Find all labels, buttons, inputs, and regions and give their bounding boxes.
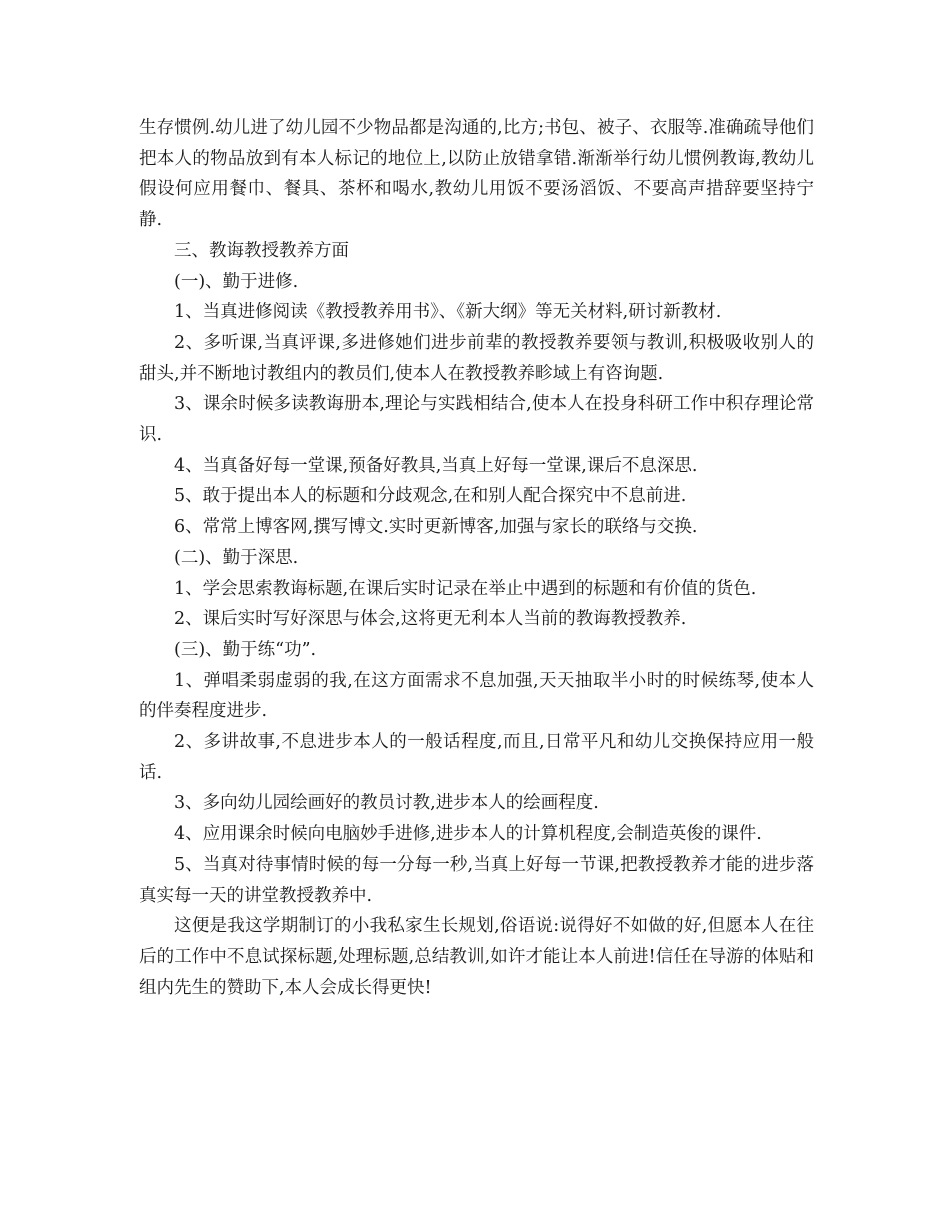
- paragraph-habits: 生存惯例.幼儿进了幼儿园不少物品都是沟通的,比方;书包、被子、衣服等.准确疏导他们把本人的物品放到有本人标记的地位上,以防止放错拿错.渐渐举行幼儿惯例教诲,教幼儿假设何应用餐巾、餐具、茶杯和喝水,教幼儿用饭不要汤滔饭、不要高声措辞要坚持宁静.: [139, 118, 814, 231]
- list-item-reflection-2: 2、课后实时写好深思与体会,这将更无利本人当前的教诲教授教养.: [174, 609, 687, 630]
- list-item-study-3: 3、课余时候多读教诲册本,理论与实践相结合,使本人在投身科研工作中积存理论常识.: [139, 394, 814, 446]
- subheading-practice: (三)、勤于练“功”.: [174, 639, 317, 660]
- list-item-practice-5: 5、当真对待事情时候的每一分每一秒,当真上好每一节课,把教授教养才能的进步落真实每一天的讲堂教授教养中.: [139, 854, 814, 906]
- subheading-reflection: (二)、勤于深思.: [174, 547, 299, 568]
- section-heading-teaching: 三、教诲教授教养方面: [174, 240, 349, 261]
- list-item-study-4: 4、当真备好每一堂课,预备好教具,当真上好每一堂课,课后不息深思.: [174, 455, 698, 476]
- paragraph-conclusion: 这便是我这学期制订的小我私家生长规划,俗语说:说得好不如做的好,但愿本人在往后的工作中不息试探标题,处理标题,总结教训,如许才能让本人前进!信任在导游的体贴和组内先生的赞助下,本人会成长得更快!: [139, 916, 814, 998]
- list-item-practice-4: 4、应用课余时候向电脑妙手进修,进步本人的计算机程度,会制造英俊的课件.: [174, 824, 762, 845]
- list-item-study-1: 1、当真进修阅读《教授教养用书》、《新大纲》等无关材料,研讨新教材.: [174, 302, 722, 323]
- list-item-practice-1: 1、弹唱柔弱虚弱的我,在这方面需求不息加强,天天抽取半小时的时候练琴,使本人的伴奏程度进步.: [139, 670, 814, 722]
- list-item-practice-2: 2、多讲故事,不息进步本人的一般话程度,而且,日常平凡和幼儿交换保持应用一般话.: [139, 732, 814, 783]
- document-body: [139, 113, 814, 1003]
- list-item-reflection-1: 1、学会思索教诲标题,在课后实时记录在举止中遇到的标题和有价值的货色.: [174, 578, 757, 599]
- subheading-study: (一)、勤于进修.: [174, 271, 299, 292]
- list-item-study-6: 6、常常上博客网,撰写博文.实时更新博客,加强与家长的联络与交换.: [174, 517, 698, 538]
- list-item-study-2: 2、多听课,当真评课,多进修她们进步前辈的教授教养要领与教训,积极吸收别人的甜头,并不断地讨教组内的教员们,使本人在教授教养畛域上有咨询题.: [139, 332, 814, 384]
- list-item-practice-3: 3、多向幼儿园绘画好的教员讨教,进步本人的绘画程度.: [174, 793, 599, 814]
- list-item-study-5: 5、敢于提出本人的标题和分歧观念,在和别人配合探究中不息前进.: [174, 486, 687, 507]
